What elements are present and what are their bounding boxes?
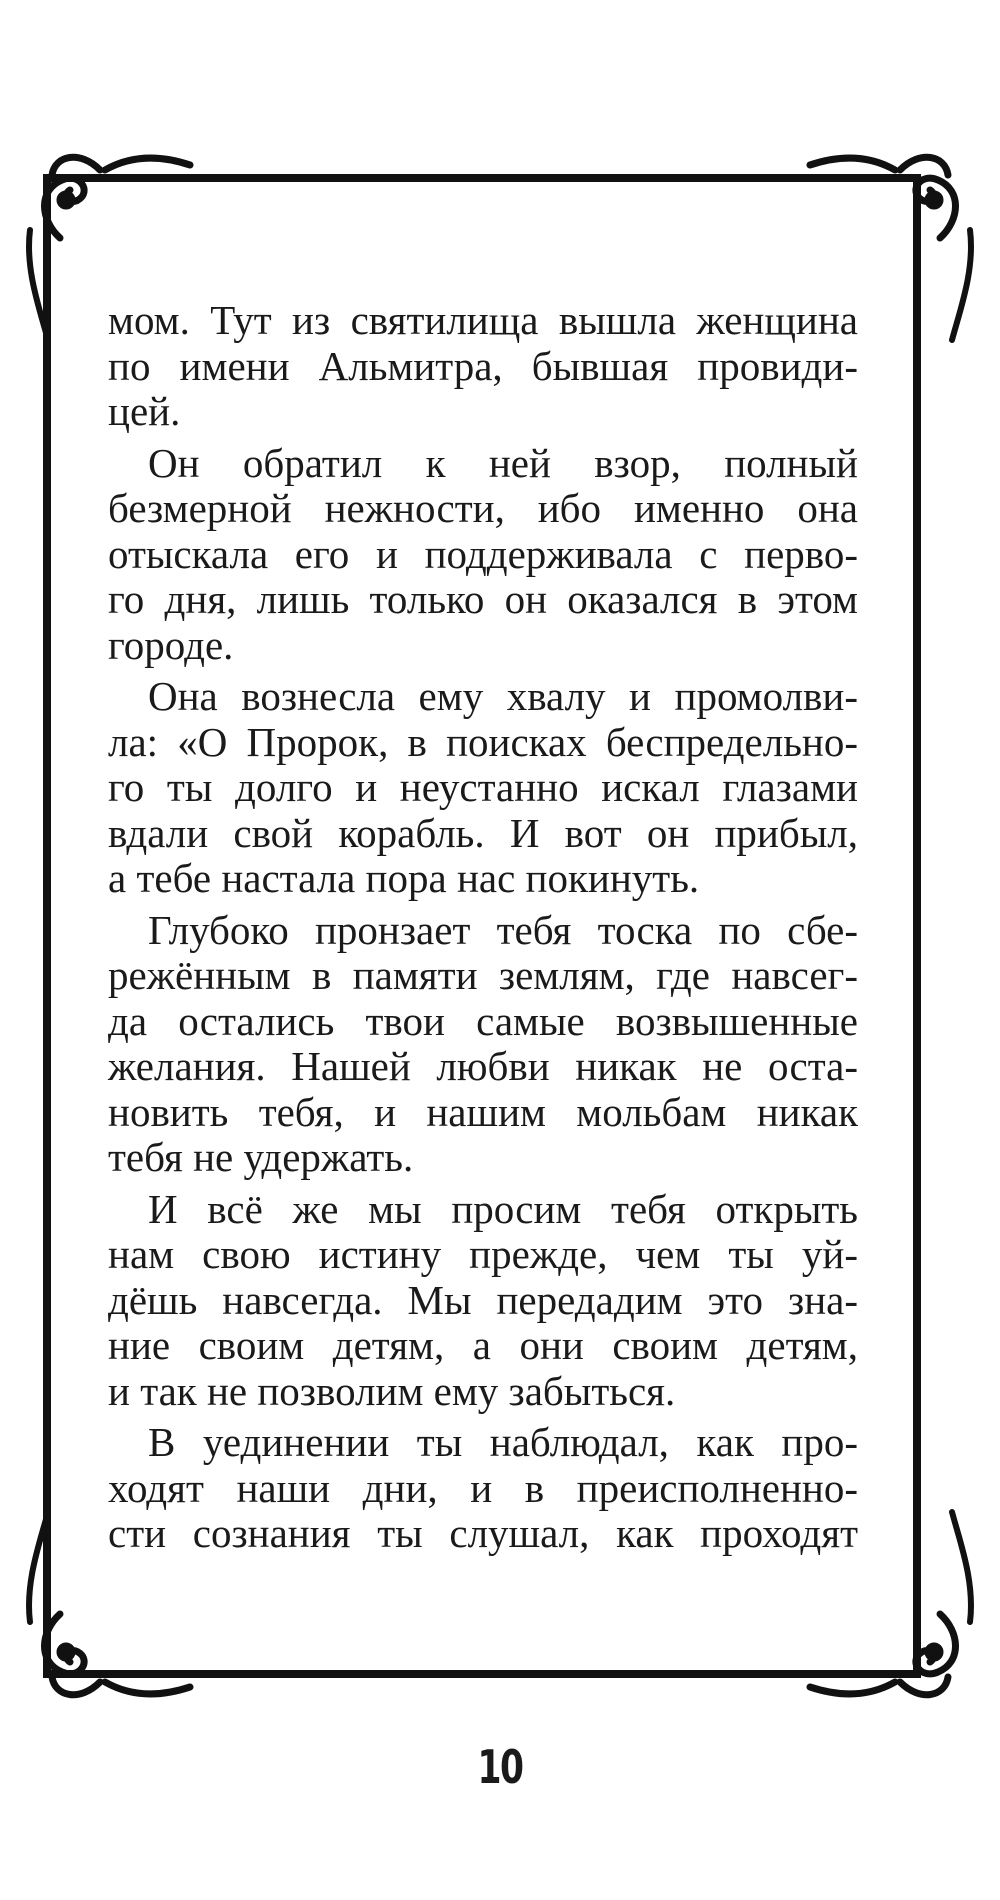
text-line: дёшь навсегда. Мы передадим это зна- (108, 1276, 858, 1323)
text-line: отыскала его и поддерживала с перво- (108, 530, 858, 577)
page-number: 10 (477, 1740, 523, 1794)
text-line: сти сознания ты слушал, как проходят (108, 1510, 858, 1556)
text-line: Он обратил к ней взор, полный (148, 439, 858, 486)
text-line: да остались твои самые возвышенные (108, 997, 858, 1044)
text-line: нам свою истину прежде, чем ты уй- (108, 1231, 858, 1277)
text-line: тебя не удержать. (108, 1134, 414, 1180)
text-line: ние своим детям, а они своим детям, (108, 1322, 858, 1368)
text-line: и так не позволим ему забыться. (108, 1367, 676, 1414)
text-line: желания. Нашей любви никак не оста- (108, 1043, 858, 1089)
text-line: Глубоко пронзает тебя тоска по сбе- (148, 906, 858, 953)
text-line: Она вознесла ему хвалу и промолви- (148, 673, 858, 719)
text-line: вдали свой корабль. И вот он прибыл, (108, 809, 858, 856)
text-line: безмерной нежности, ибо именно она (108, 485, 858, 531)
text-line: И всё же мы просим тебя открыть (148, 1185, 858, 1232)
text-line: цей. (108, 388, 181, 434)
text-line: режённым в памяти землям, где навсег- (108, 952, 858, 998)
text-line: го ты долго и неустанно искал глазами (108, 764, 858, 810)
text-line: мом. Тут из святилища вышла женщина (108, 297, 858, 343)
text-line: ходят наши дни, и в преисполненно- (108, 1464, 858, 1511)
text-line: а тебе настала пора нас покинуть. (108, 855, 700, 901)
text-line: городе. (108, 621, 234, 668)
text-line: новить тебя, и нашим мольбам никак (108, 1088, 858, 1135)
page-body-text (108, 298, 858, 1557)
text-line: ла: «О Пророк, в поисках беспредельно- (108, 718, 858, 765)
text-line: В уединении ты наблюдал, как про- (148, 1419, 858, 1465)
text-line: по имени Альмитра, бывшая провиди- (108, 342, 858, 389)
text-line: го дня, лишь только он оказался в этом (108, 576, 858, 622)
